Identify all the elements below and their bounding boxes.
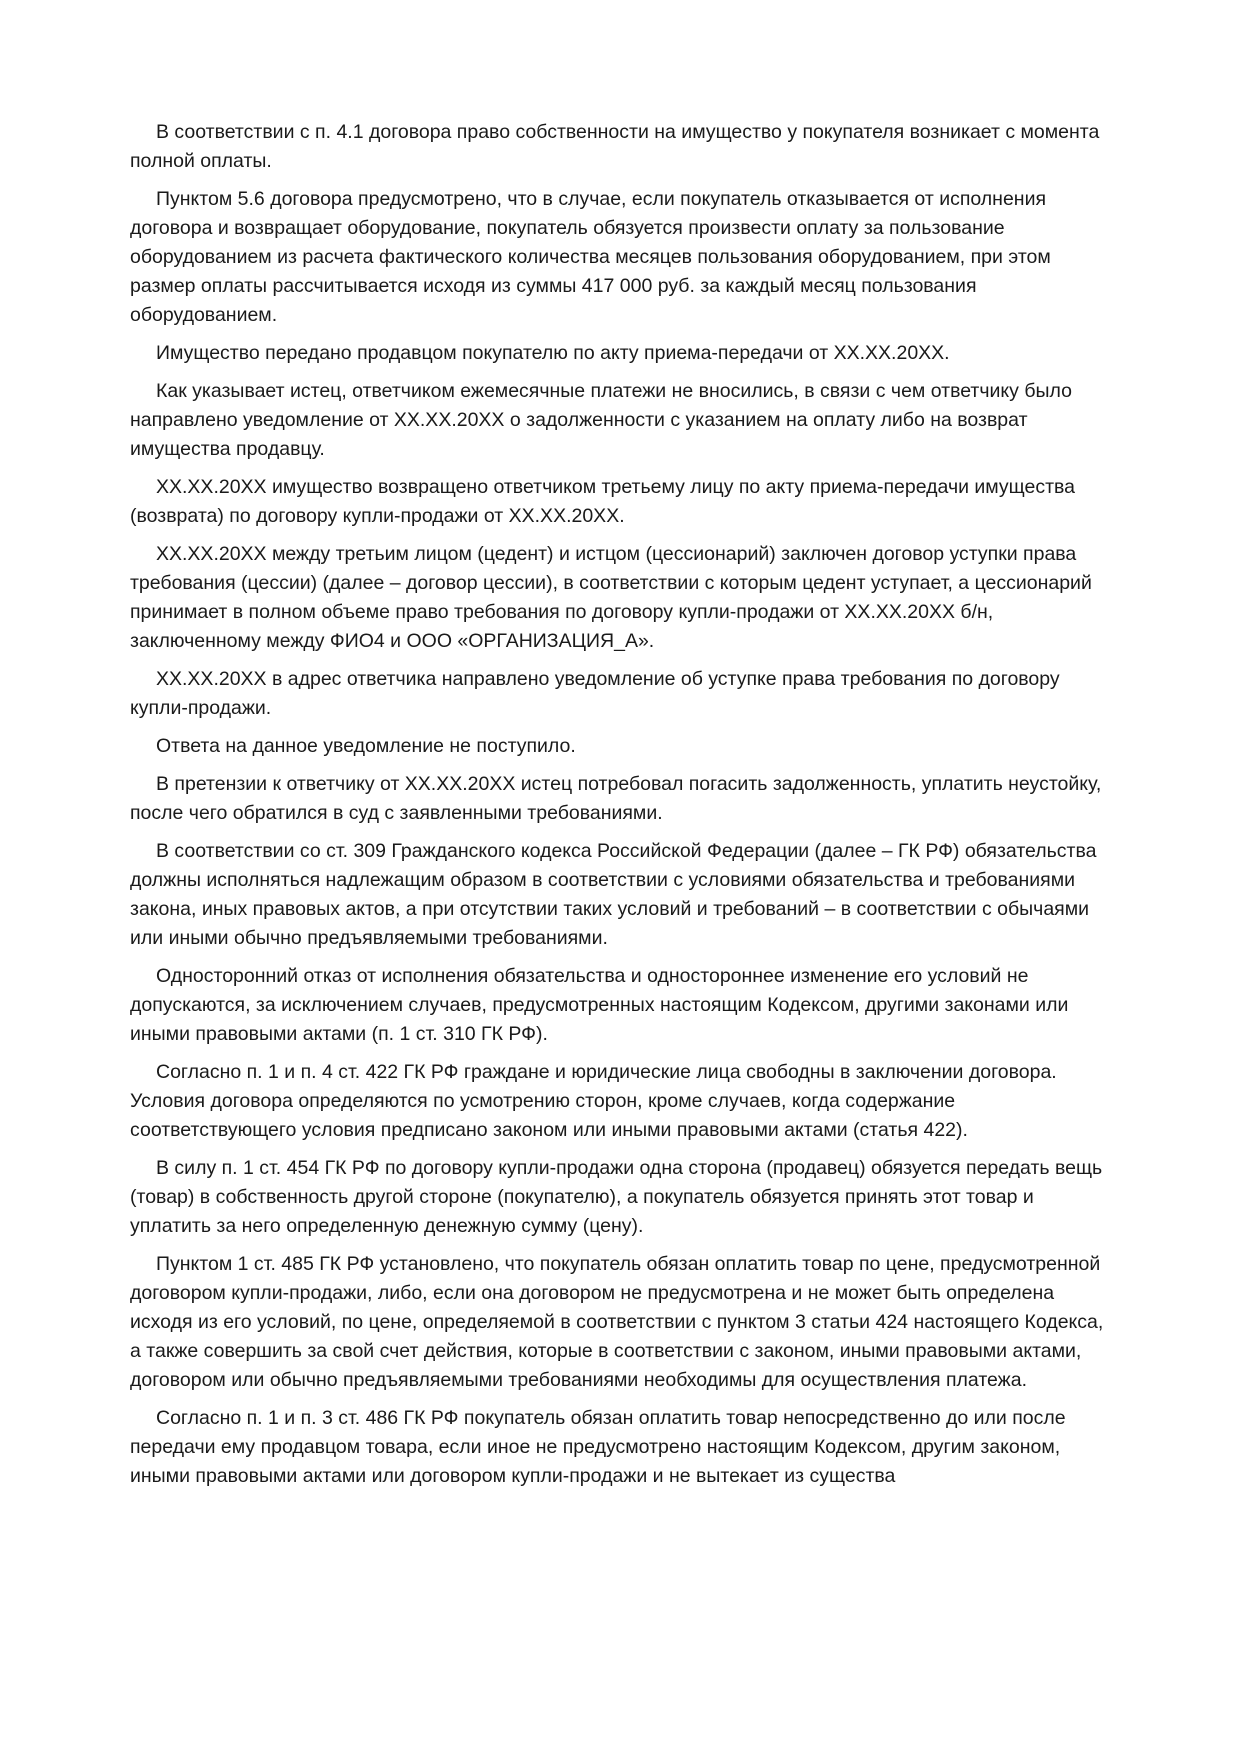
paragraph-article-309: В соответствии со ст. 309 Гражданского кодекса Российской Федерации (далее – ГК РФ) обязательства должны исполняться надлежащим образом в соответствии с условиями обязательства и требованиями закона, иных правовых актов, а при отсутствии таких условий и требований – в соответствии с обычаями или иными обычно предъявляемыми требованиями. — [130, 840, 1097, 949]
paragraph-property-returned: XX.XX.20XX имущество возвращено ответчиком третьему лицу по акту приема-передачи имущества (возврата) по договору купли-продажи от XX.XX.20XX. — [130, 476, 1076, 527]
paragraph-article-310: Односторонний отказ от исполнения обязательства и одностороннее изменение его условий не допускаются, за исключением случаев, предусмотренных настоящим Кодексом, другими законами или иными правовыми актами (п. 1 ст. 310 ГК РФ). — [130, 965, 1069, 1045]
document-page — [130, 118, 1115, 1500]
paragraph-transfer-act: Имущество передано продавцом покупателю по акту приема-передачи от XX.XX.20XX. — [156, 342, 950, 364]
paragraph-claim: В претензии к ответчику от XX.XX.20XX истец потребовал погасить задолженность, уплатить неустойку, после чего обратился в суд с заявленными требованиями. — [130, 773, 1102, 824]
paragraph-article-422: Согласно п. 1 и п. 4 ст. 422 ГК РФ граждане и юридические лица свободны в заключении договора. Условия договора определяются по усмотрению сторон, кроме случаев, когда содержание соответствующего условия предписано законом или иными правовыми актами (статья 422). — [130, 1061, 1057, 1141]
paragraph-article-485: Пунктом 1 ст. 485 ГК РФ установлено, что покупатель обязан оплатить товар по цене, предусмотренной договором купли-продажи, либо, если она договором не предусмотрена и не может быть определена исходя из его условий, по цене, определяемой в соответствии с пунктом 3 статьи 424 настоящего Кодекса, а также совершить за свой счет действия, которые в соответствии с законом, иными правовыми актами, договором или обычно предъявляемыми требованиями необходимы для осуществления платежа. — [130, 1253, 1104, 1391]
paragraph-article-486: Согласно п. 1 и п. 3 ст. 486 ГК РФ покупатель обязан оплатить товар непосредственно до или после передачи ему продавцом товара, если иное не предусмотрено настоящим Кодексом, другим законом, иными правовыми актами или договором купли-продажи и не вытекает из существа — [130, 1407, 1066, 1487]
paragraph-clause-5-6: Пунктом 5.6 договора предусмотрено, что в случае, если покупатель отказывается от исполнения договора и возвращает оборудование, покупатель обязуется произвести оплату за пользование оборудованием из расчета фактического количества месяцев пользования оборудованием, при этом размер оплаты рассчитывается исходя из суммы 417 000 руб. за каждый месяц пользования оборудованием. — [130, 188, 1051, 326]
paragraph-ownership-clause: В соответствии с п. 4.1 договора право собственности на имущество у покупателя возникает с момента полной оплаты. — [130, 121, 1100, 172]
paragraph-assignment-contract: XX.XX.20XX между третьим лицом (цедент) и истцом (цессионарий) заключен договор уступки права требования (цессии) (далее – договор цессии), в соответствии с которым цедент уступает, а цессионарий принимает в полном объеме право требования по договору купли-продажи от XX.XX.20XX б/н, заключенному между ФИО4 и ООО «ОРГАНИЗАЦИЯ_А». — [130, 543, 1092, 652]
paragraph-no-response: Ответа на данное уведомление не поступило. — [156, 735, 576, 757]
paragraph-assignment-notice: XX.XX.20XX в адрес ответчика направлено уведомление об уступке права требования по договору купли-продажи. — [130, 668, 1060, 719]
paragraph-article-454: В силу п. 1 ст. 454 ГК РФ по договору купли-продажи одна сторона (продавец) обязуется передать вещь (товар) в собственность другой стороне (покупателю), а покупатель обязуется принять этот товар и уплатить за него определенную денежную сумму (цену). — [130, 1157, 1103, 1237]
paragraph-payments-notice: Как указывает истец, ответчиком ежемесячные платежи не вносились, в связи с чем ответчику было направлено уведомление от XX.XX.20XX о задолженности с указанием на оплату либо на возврат имущества продавцу. — [130, 380, 1072, 460]
